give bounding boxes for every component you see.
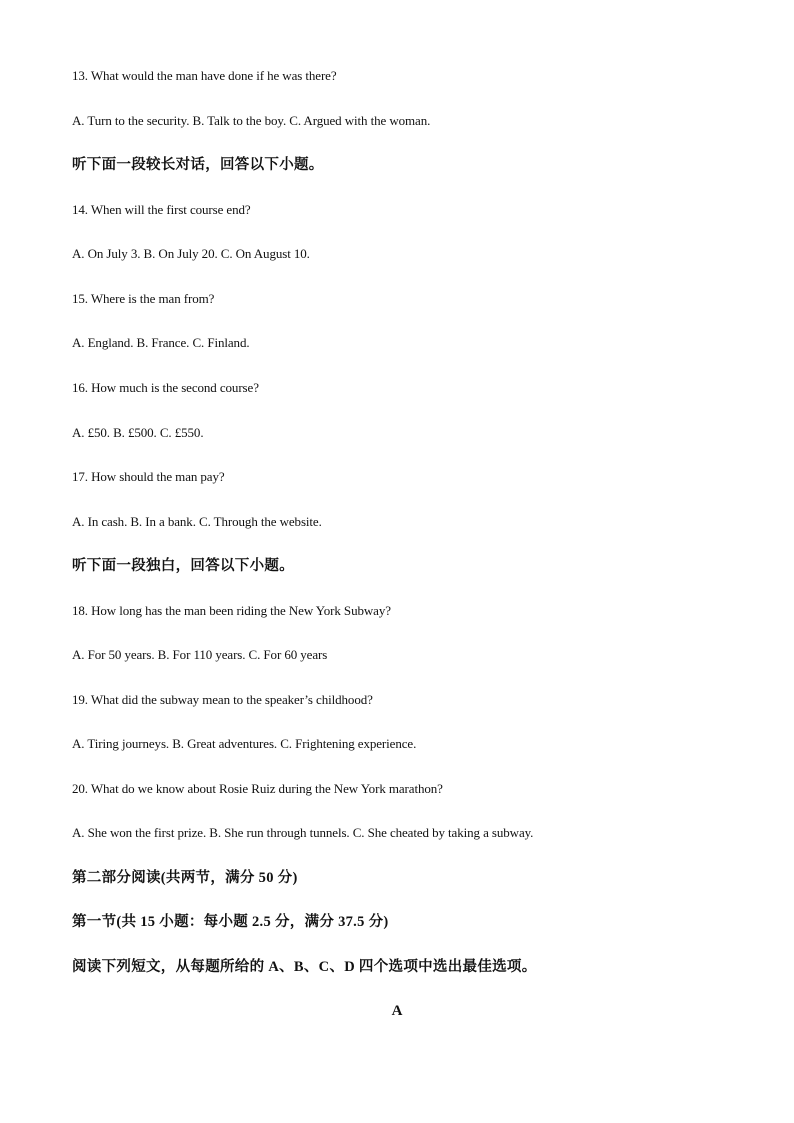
listening-section-heading-dialogue: 听下面一段较长对话，回答以下小题。	[72, 157, 324, 173]
question-20: 20. What do we know about Rosie Ruiz during the New York marathon?	[72, 781, 443, 796]
passage-a-label: A	[391, 1003, 403, 1019]
reading-instructions: 阅读下列短文，从每题所给的 A、B、C、D 四个选项中选出最佳选项。	[72, 959, 537, 975]
question-14: 14. When will the first course end?	[72, 202, 251, 217]
options-19: A. Tiring journeys. B. Great adventures. C. Frightening experience.	[72, 736, 417, 751]
part-two-heading: 第二部分阅读(共两节，满分 50 分)	[72, 870, 298, 886]
options-16: A. £50. B. £500. C. £550.	[72, 425, 204, 440]
listening-section-heading-monologue: 听下面一段独白，回答以下小题。	[72, 558, 294, 574]
section-one-heading: 第一节(共 15 小题：每小题 2.5 分，满分 37.5 分)	[72, 914, 389, 930]
question-19: 19. What did the subway mean to the speaker’s childhood?	[72, 692, 373, 707]
question-18: 18. How long has the man been riding the New York Subway?	[72, 603, 391, 618]
options-18: A. For 50 years. B. For 110 years. C. For 60 years	[72, 647, 328, 662]
options-17: A. In cash. B. In a bank. C. Through the website.	[72, 514, 322, 529]
options-13: A. Turn to the security. B. Talk to the boy. C. Argued with the woman.	[72, 113, 431, 128]
options-20: A. She won the first prize. B. She run through tunnels. C. She cheated by taking a subway.	[72, 825, 534, 840]
question-13: 13. What would the man have done if he was there?	[72, 68, 337, 83]
options-15: A. England. B. France. C. Finland.	[72, 335, 250, 350]
options-14: A. On July 3. B. On July 20. C. On August 10.	[72, 246, 310, 261]
question-17: 17. How should the man pay?	[72, 469, 225, 484]
question-16: 16. How much is the second course?	[72, 380, 259, 395]
question-15: 15. Where is the man from?	[72, 291, 215, 306]
